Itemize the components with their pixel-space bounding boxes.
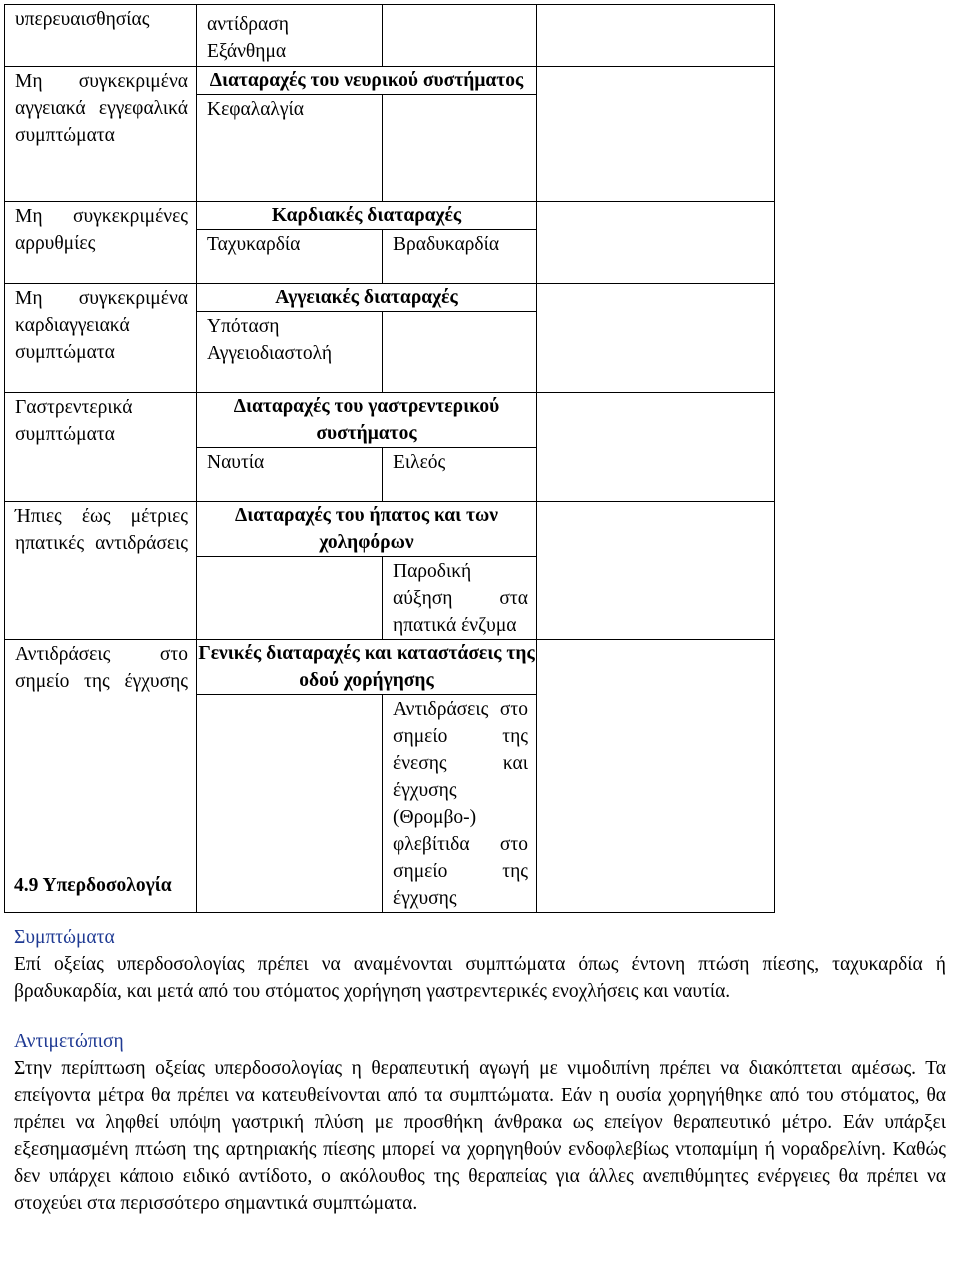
cell-text: Ναυτία [207, 452, 265, 473]
section-heading: Αγγειακές διαταραχές [275, 287, 458, 308]
row-label: Μη συγκεκριμένες αρρυθμίες [15, 206, 188, 254]
adverse-effects-table [4, 4, 775, 913]
cell-text: Κεφαλαλγία [207, 99, 304, 120]
section-heading-cell [197, 202, 537, 230]
row-label: Αντιδράσεις στο σημείο της έγχυσης [15, 644, 188, 692]
table-row [5, 284, 775, 312]
row-label: υπερευαισθησίας [15, 9, 150, 30]
table-cell [5, 502, 197, 640]
table-cell [197, 5, 383, 67]
table-cell [197, 312, 383, 393]
table-row [5, 502, 775, 557]
table-cell [5, 284, 197, 393]
section-heading-cell [197, 502, 537, 557]
cell-text: Παροδική αύξηση στα ηπατικά ένζυμα [393, 561, 528, 636]
cell-line: Αγγειοδιαστολή [207, 343, 333, 364]
table-row [5, 5, 775, 67]
section-heading: Διαταραχές του νευρικού συστήματος [209, 70, 524, 91]
table-cell [5, 67, 197, 202]
table-row [5, 393, 775, 448]
table-cell [5, 393, 197, 502]
table-cell [383, 230, 537, 284]
section-heading-cell [197, 67, 537, 95]
treatment-heading: Αντιμετώπιση [14, 1031, 124, 1052]
row-label: Ήπιες έως μέτριες ηπατικές αντιδράσεις [15, 506, 188, 554]
cell-text: Ταχυκαρδία [207, 234, 301, 255]
section-heading-cell [197, 640, 537, 695]
row-label: Μη συγκεκριμένα καρδιαγγειακά συμπτώματα [15, 288, 188, 363]
treatment-paragraph: Στην περίπτωση οξείας υπερδοσολογίας η θεραπευτική αγωγή με νιμοδιπίνη πρέπει να διακόπτεται αμέσως. Τα επείγοντα μέτρα θα πρέπει να κατευθείνονται από τα συμπτώματα. Εάν η ουσία χορηγήθηκε από του στόματος, θα πρέπει να ληφθεί υπόψη γαστρική πλύση με προσθήκη άνθρακα ως επείγον θεραπευτικό μέτρο. Εάν υπάρξει εξεσημασμένη πτώση της αρτηριακής πίεσης μπορεί να χορηγηθούν ενδοφλεβίως ντοπαμίμη ή νοραδρελίνη. Καθώς δεν υπάρχει κάποιο ειδικό αντίδοτο, ο ακόλουθος της θεραπείας για άλλες ανεπιθύμητες ενέργειες θα πρέπει να στοχεύει στα περισσότερο σημαντικά συμπτώματα. [14, 1058, 946, 1214]
table-cell [197, 448, 383, 502]
table-cell [383, 448, 537, 502]
table-row [5, 640, 775, 695]
table-cell [383, 5, 537, 67]
row-label: Μη συγκεκριμένα αγγειακά εγγεφαλικά συμπτώματα [15, 71, 188, 146]
table-cell [537, 502, 775, 640]
table-cell [197, 230, 383, 284]
section-heading: Καρδιακές διαταραχές [271, 205, 462, 226]
section-heading-cell [197, 393, 537, 448]
section-title: 4.9 Υπερδοσολογία [14, 875, 172, 896]
table-cell [537, 284, 775, 393]
cell-text: Ειλεός [393, 452, 446, 473]
table-cell [197, 95, 383, 202]
table-cell [383, 557, 537, 640]
section-heading: Γενικές διαταραχές και καταστάσεις της οδού χορήγησης [198, 643, 535, 691]
table-cell [5, 202, 197, 284]
cell-line: Υπόταση [207, 316, 280, 337]
table-cell [383, 312, 537, 393]
cell-text: Αντιδράσεις στο σημείο της ένεσης και έγχυσης (Θρομβο-) φλεβίτιδα στο σημείο της έγχυσης [393, 699, 528, 909]
cell-line: αντίδραση [207, 14, 289, 35]
table-cell [197, 557, 383, 640]
section-heading: Διαταραχές του ήπατος και των χοληφόρων [234, 505, 499, 553]
symptoms-paragraph: Επί οξείας υπερδοσολογίας πρέπει να αναμένονται συμπτώματα όπως έντονη πτώση πίεσης, ταχυκαρδία ή βραδυκαρδία, και μετά από του στόματος χορήγηση γαστρεντερικές ενοχλήσεις και ναυτία. [14, 954, 946, 1002]
cell-line: Εξάνθημα [207, 41, 287, 62]
table-cell [383, 95, 537, 202]
table-cell [537, 67, 775, 202]
table-cell [5, 5, 197, 67]
section-heading-cell [197, 284, 537, 312]
table-cell [537, 202, 775, 284]
table-row [5, 67, 775, 95]
table-row [5, 202, 775, 230]
table-cell [537, 5, 775, 67]
row-label: Γαστρεντερικά συμπτώματα [15, 397, 133, 445]
table-cell [537, 393, 775, 502]
section-heading: Διαταραχές του γαστρεντερικού συστήματος [233, 396, 500, 444]
symptoms-heading: Συμπτώματα [14, 927, 115, 948]
overdose-section [14, 872, 946, 1217]
cell-text: Βραδυκαρδία [393, 234, 500, 255]
